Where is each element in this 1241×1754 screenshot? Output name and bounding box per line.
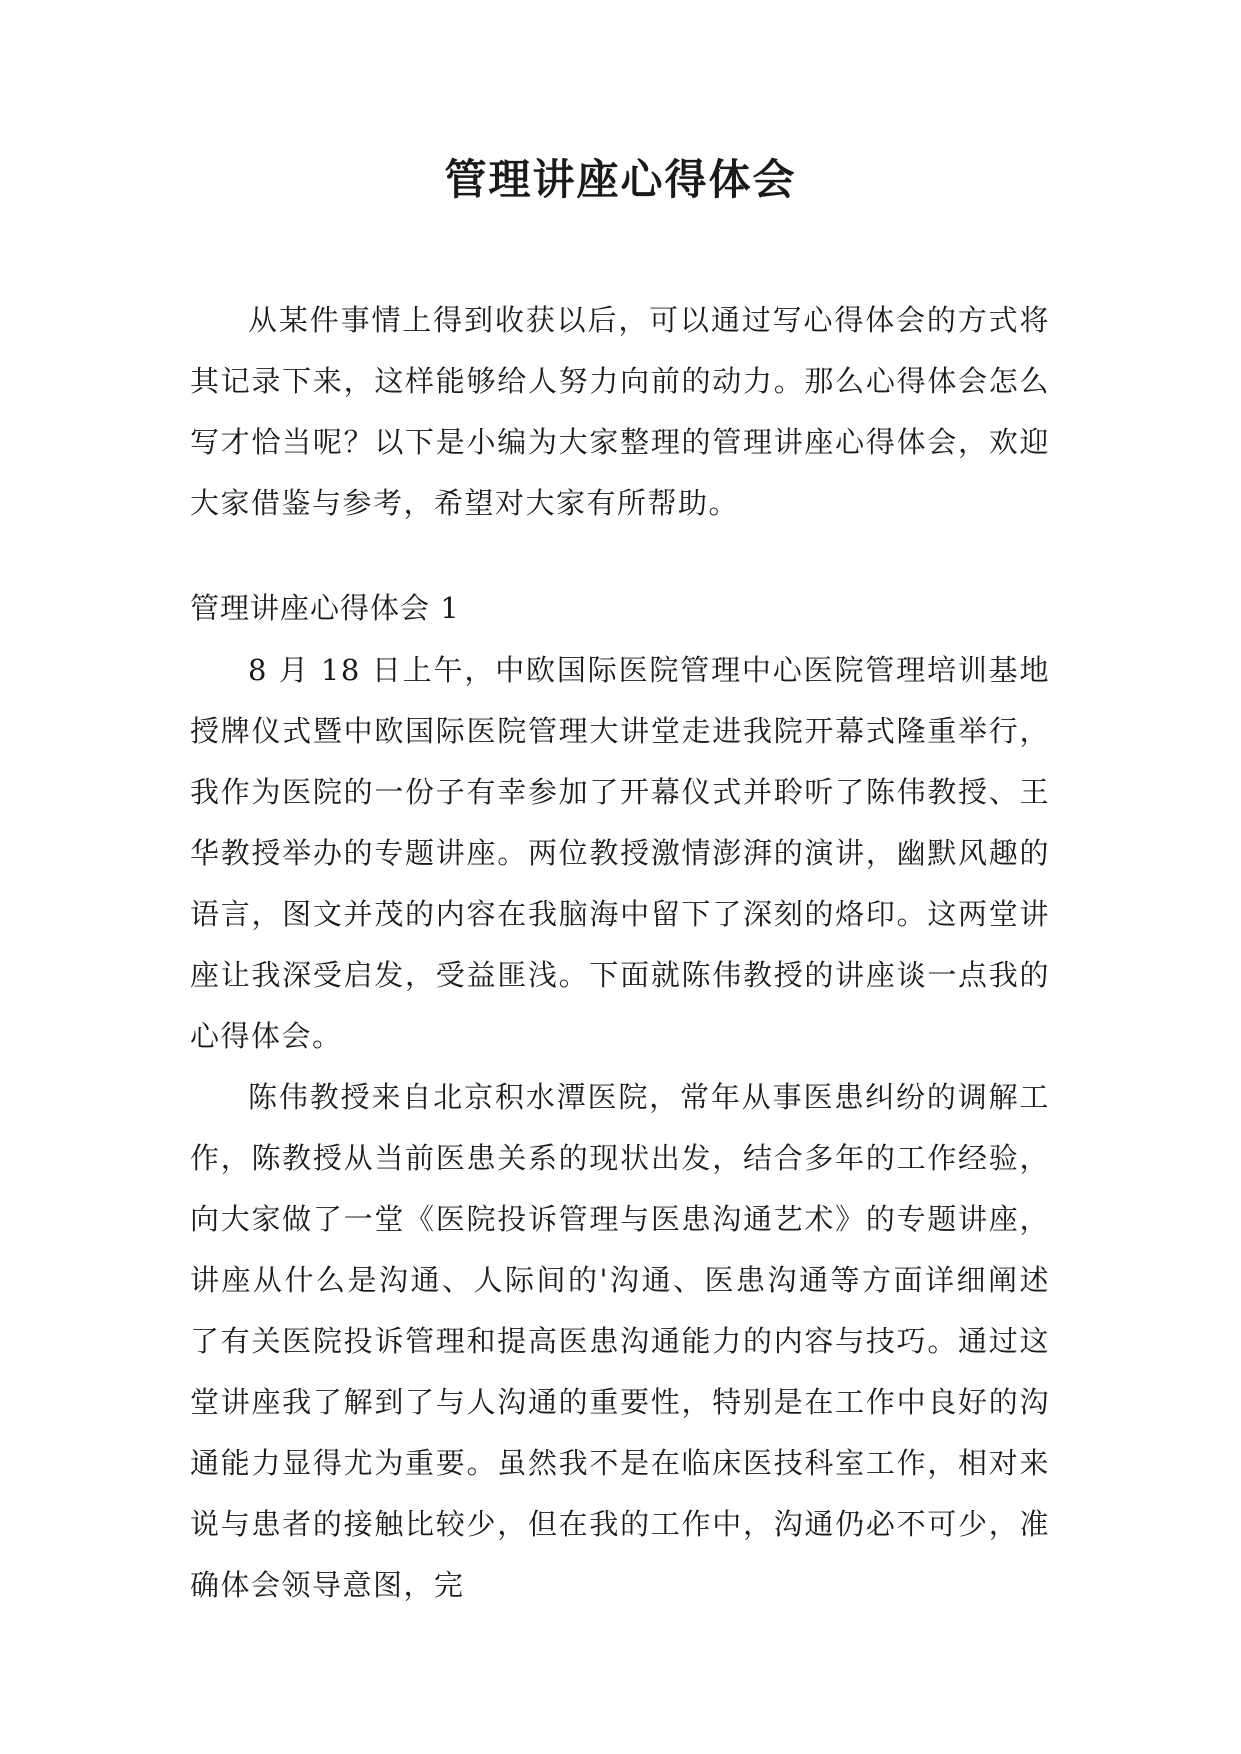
section-body xyxy=(190,640,1050,1616)
section-heading: 管理讲座心得体会 1 xyxy=(190,591,460,625)
body-paragraph: 陈伟教授来自北京积水潭医院，常年从事医患纠纷的调解工作，陈教授从当前医患关系的现状出发，结合多年的工作经验，向大家做了一堂《医院投诉管理与医患沟通艺术》的专题讲座，讲座从什么是沟通、人际间的'沟通、医患沟通等方面详细阐述了有关医院投诉管理和提高医患沟通能力的内容与技巧。通过这堂讲座我了解到了与人沟通的重要性，特别是在工作中良好的沟通能力显得尤为重要。虽然我不是在临床医技科室工作，相对来说与患者的接触比较少，但在我的工作中，沟通仍必不可少，准确体会领导意图，完 xyxy=(190,1080,1050,1602)
intro-block xyxy=(190,290,1050,534)
document-title: 管理讲座心得体会 xyxy=(444,155,797,204)
body-paragraph: 8 月 18 日上午，中欧国际医院管理中心医院管理培训基地授牌仪式暨中欧国际医院管理大讲堂走进我院开幕式隆重举行，我作为医院的一份子有幸参加了开幕仪式并聆听了陈伟教授、王华教授举办的专题讲座。两位教授激情澎湃的演讲，幽默风趣的语言，图文并茂的内容在我脑海中留下了深刻的烙印。这两堂讲座让我深受启发，受益匪浅。下面就陈伟教授的讲座谈一点我的心得体会。 xyxy=(190,653,1050,1053)
intro-paragraph: 从某件事情上得到收获以后，可以通过写心得体会的方式将其记录下来，这样能够给人努力向前的动力。那么心得体会怎么写才恰当呢？以下是小编为大家整理的管理讲座心得体会，欢迎大家借鉴与参考，希望对大家有所帮助。 xyxy=(190,303,1050,520)
